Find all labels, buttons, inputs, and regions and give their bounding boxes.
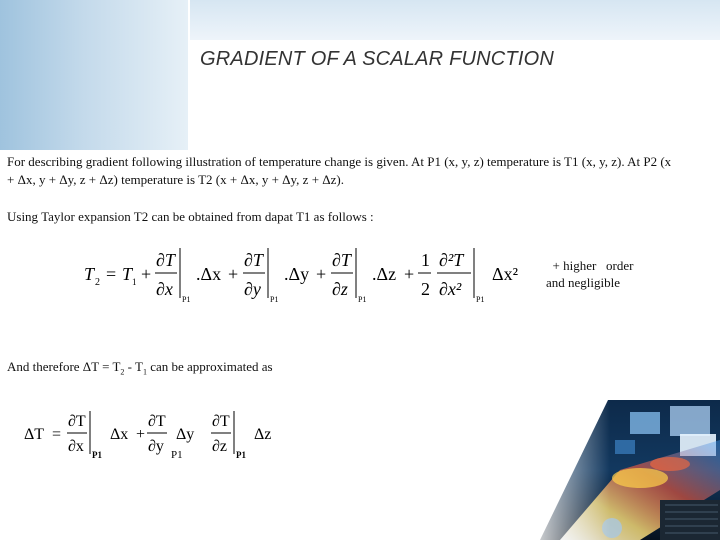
approx-prefix: And therefore ΔT = T <box>7 359 121 374</box>
eq2-partialx: ∂x <box>68 438 84 455</box>
eq1-partialz: ∂z <box>332 279 348 299</box>
conference-room-image <box>520 400 720 540</box>
eq1-half-num: 1 <box>421 250 430 270</box>
eq2-partialy: ∂y <box>148 438 164 455</box>
decorative-vertical-bar <box>0 0 188 150</box>
delta-T-equation <box>24 408 284 464</box>
eq2-equals: = <box>52 426 62 443</box>
approx-suffix: can be approximated as <box>146 359 273 374</box>
frame-line-vertical <box>188 0 190 98</box>
eq1-P1-z: P1 <box>358 295 367 304</box>
eq1-P1-y: P1 <box>270 295 279 304</box>
slide-title: GRADIENT OF A SCALAR FUNCTION <box>200 48 554 70</box>
approximation-paragraph <box>7 358 407 382</box>
taylor-paragraph: Using Taylor expansion T2 can be obtained from dapat T1 as follows : <box>7 209 374 224</box>
eq1-plus-1: + <box>141 264 152 284</box>
approx-sub1: 1 <box>142 367 147 377</box>
eq2-P1-y: P1 <box>171 449 183 461</box>
eq1-partialx: ∂x <box>156 279 173 299</box>
higher-order-note: + higher order and negligible <box>546 258 634 290</box>
eq1-plus-3: + <box>316 264 327 284</box>
eq1-plus-2: + <box>228 264 239 284</box>
eq2-P1-x: P1 <box>92 450 102 460</box>
eq2-P1-z: P1 <box>236 450 246 460</box>
eq1-T2: T <box>84 264 95 284</box>
eq1-P1-x2: P1 <box>476 295 485 304</box>
frame-line-horizontal <box>190 96 720 98</box>
eq2-dx: Δx <box>110 426 129 443</box>
eq1-partialT-z: ∂T <box>332 250 351 270</box>
eq1-partialx2: ∂x² <box>439 279 462 299</box>
eq2-plus-1: + <box>136 426 146 443</box>
eq1-partialy: ∂y <box>244 279 261 299</box>
eq2-partialz: ∂z <box>212 438 228 455</box>
eq1-P1-x: P1 <box>182 295 191 304</box>
decorative-horizontal-bar <box>188 0 720 40</box>
eq2-partialT-y: ∂T <box>148 413 166 430</box>
approx-middle: - T <box>124 359 143 374</box>
eq2-partialT-x: ∂T <box>68 413 86 430</box>
eq2-dz: Δz <box>254 426 272 443</box>
eq1-dy: .Δy <box>284 264 310 284</box>
eq1-dx: .Δx <box>196 264 222 284</box>
eq2-partialT-z: ∂T <box>212 413 230 430</box>
eq1-T1-sub: 1 <box>132 277 137 287</box>
eq2-dy: Δy <box>176 426 195 443</box>
eq1-T1: T <box>122 264 133 284</box>
taylor-expansion-equation <box>84 240 524 306</box>
eq1-T2-sub: 2 <box>95 277 100 288</box>
eq1-dz: .Δz <box>372 264 397 284</box>
eq1-plus-4: + <box>404 264 415 284</box>
eq1-partial2T: ∂²T <box>439 250 464 270</box>
approx-sub2: 2 <box>120 367 125 377</box>
eq1-equals: = <box>106 264 117 284</box>
eq1-dx2: Δx² <box>492 264 518 284</box>
intro-paragraph: For describing gradient following illustration of temperature change is given. At P1 (x, y, z) temperature is T1 (x, y, z). At P2 (x + Δx, y + Δy, z + Δz) temperature is T2 (x + Δx, y + Δy, z + Δz). <box>7 154 672 187</box>
eq1-half-den: 2 <box>421 279 430 299</box>
eq2-lhs: ΔT <box>24 426 45 443</box>
eq1-partialT-y: ∂T <box>244 250 263 270</box>
eq1-partialT-x: ∂T <box>156 250 175 270</box>
